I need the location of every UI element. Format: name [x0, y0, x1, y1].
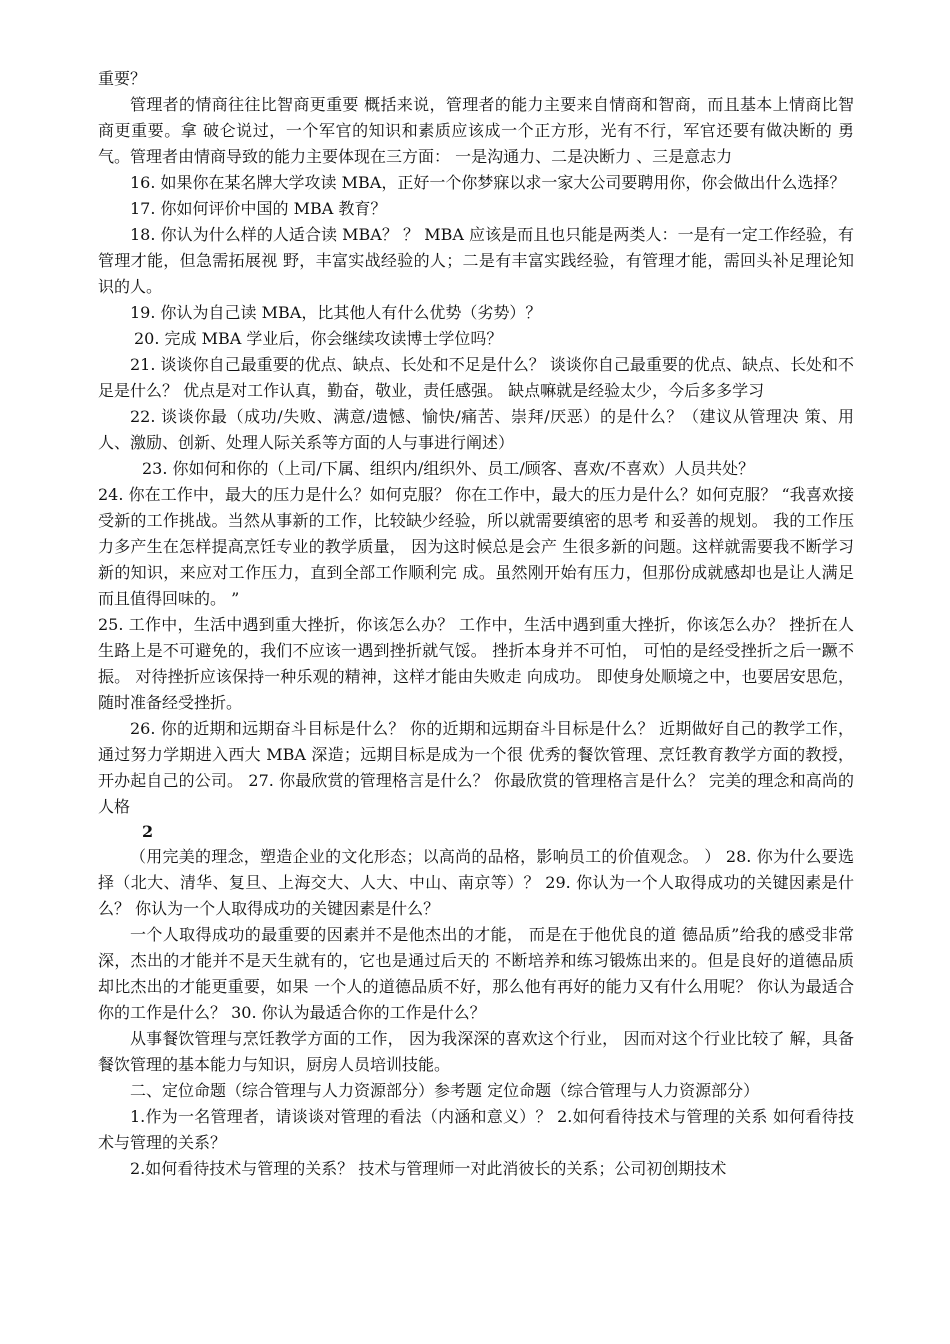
section-heading: 二、定位命题（综合管理与人力资源部分）参考题 定位命题（综合管理与人力资源部分） [130, 1081, 760, 1100]
question-22: 22. 谈谈你最（成功/失败、满意/遗憾、愉快/痛苦、崇拜/厌恶）的是什么？（建议从管理决 策、用人、激励、创新、处理人际关系等方面的人与事进行阐述） [98, 407, 854, 452]
question-26: 26. 你的近期和远期奋斗目标是什么？ 你的近期和远期奋斗目标是什么？ 近期做好自己的教学工作，通过努力学期进入西大 MBA 深造；远期目标是成为一个很 优秀的餐饮管理、烹饪教育教学方面的教授，开办起自己的公司。 27. 你最欣赏的管理格言是什么？ 你最欣赏的管理格言是什么？ 完美的理念和高尚的人格 [98, 719, 854, 816]
question-23: 23. 你如何和你的（上司/下属、组织内/组织外、员工/顾客、喜欢/不喜欢）人员共处？ [142, 459, 755, 478]
question-2: 2.如何看待技术与管理的关系？ 技术与管理师一对此消彼长的关系；公司初创期技术 [130, 1159, 727, 1178]
question-28-29: （用完美的理念，塑造企业的文化形态；以高尚的品格，影响员工的价值观念。 ） 28. 你为什么要选择（北大、清华、复旦、上海交大、人大、中山、南京等）？ 29. 你认为一个人取得成功的关键因素是什么？ 你认为一个人取得成功的关键因素是什么？ [98, 847, 854, 918]
document-page [98, 66, 854, 1182]
question-21: 21. 谈谈你自己最重要的优点、缺点、长处和不足是什么？ 谈谈你自己最重要的优点、缺点、长处和不足是什么？ 优点是对工作认真，勤奋，敬业，责任感强。 缺点嘛就是经验太少，今后多多学习 [98, 355, 854, 400]
question-20: 20. 完成 MBA 学业后，你会继续攻读博士学位吗？ [134, 329, 503, 348]
paragraph: 一个人取得成功的最重要的因素并不是他杰出的才能， 而是在于他优良的道 德品质”给我的感受非常深，杰出的才能并不是天生就有的，它也是通过后天的 不断培养和练习锻炼出来的。但是良好的道德品质却比杰出的才能更重要，如果 一个人的道德品质不好，那么他有再好的能力又有什么用呢？ 你认为最适合你的工作是什么？ 30. 你认为最适合你的工作是什么？ [98, 925, 854, 1022]
question-17: 17. 你如何评价中国的 MBA 教育？ [130, 199, 387, 218]
page-number: 2 [142, 822, 154, 841]
question-24: 24. 你在工作中，最大的压力是什么？如何克服？ 你在工作中，最大的压力是什么？如何克服？ “我喜欢接受新的工作挑战。当然从事新的工作，比较缺少经验，所以就需要缜密的思考 和妥善的规划。 我的工作压力多产生在怎样提高烹饪专业的教学质量， 因为这时候总是会产 生很多新的问题。这样就需要我不断学习新的知识，来应对工作压力，直到全部工作顺利完 成。虽然刚开始有压力，但那份成就感却也是让人满足而且值得回味的。 ” [98, 485, 854, 608]
question-25: 25. 工作中，生活中遇到重大挫折，你该怎么办？ 工作中，生活中遇到重大挫折，你该怎么办？ 挫折在人生路上是不可避免的，我们不应该一遇到挫折就气馁。 挫折本身并不可怕， 可怕的是经受挫折之后一蹶不振。 对待挫折应该保持一种乐观的精神，这样才能由失败走 向成功。 即使身处顺境之中，也要居安思危，随时准备经受挫折。 [98, 615, 854, 712]
question-16: 16. 如果你在某名牌大学攻读 MBA，正好一个你梦寐以求一家大公司要聘用你，你会做出什么选择？ [130, 173, 846, 192]
paragraph: 重要？ [98, 69, 147, 88]
question-18: 18. 你认为什么样的人适合读 MBA？ ？ MBA 应该是而且也只能是两类人：一是有一定工作经验，有管理才能，但急需拓展视 野，丰富实战经验的人；二是有丰富实践经验，有管理才能，需回头补足理论知识的人。 [98, 225, 854, 296]
paragraph: 管理者的情商往往比智商更重要 概括来说，管理者的能力主要来自情商和智商，而且基本上情商比智商更重要。拿 破仑说过，一个军官的知识和素质应该成一个正方形，光有不行，军官还要有做决断的 勇气。管理者由情商导致的能力主要体现在三方面： 一是沟通力、二是决断力 、三是意志力 [98, 95, 854, 166]
question-1-2: 1.作为一名管理者，请谈谈对管理的看法（内涵和意义）？ 2.如何看待技术与管理的关系 如何看待技术与管理的关系？ [98, 1107, 854, 1152]
question-19: 19. 你认为自己读 MBA，比其他人有什么优势（劣势）？ [130, 303, 542, 322]
paragraph: 从事餐饮管理与烹饪教学方面的工作， 因为我深深的喜欢这个行业， 因而对这个行业比较了 解，具备餐饮管理的基本能力与知识，厨房人员培训技能。 [98, 1029, 854, 1074]
